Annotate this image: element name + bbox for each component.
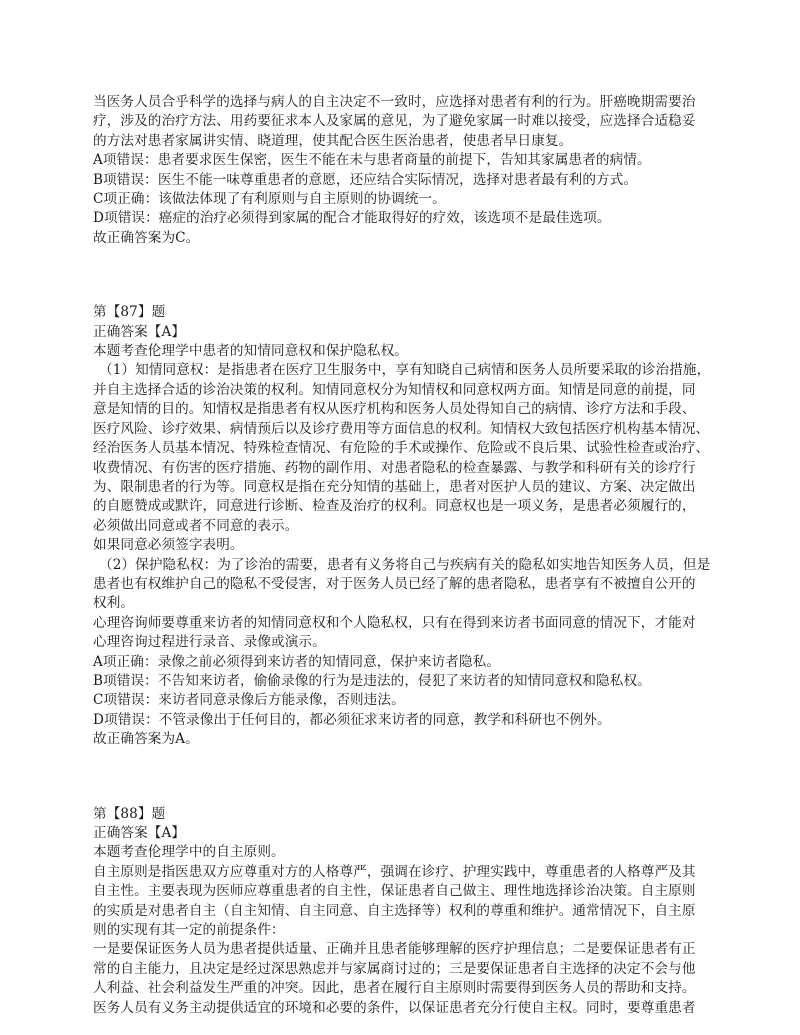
paragraph-line: 一是要保证医务人员为患者提供适量、正确并且患者能够理解的医疗护理信息；二是要保证患者有正 xyxy=(93,941,696,958)
option-a-line: A项错误：患者要求医生保密，医生不能在未与患者商量的前提下，告知其家属患者的病情。 xyxy=(93,152,651,169)
option-d-line: D项错误：不管录像出于任何目的，都必须征求来访者的同意，教学和科研也不例外。 xyxy=(93,711,611,728)
paragraph-line: 医疗风险、诊疗效果、病情预后以及诊疗费用等方面信息的权利。知情权大致包括医疗机构基本情况、 xyxy=(93,420,710,437)
document-page xyxy=(93,93,711,1018)
paragraph-line: 人利益、社会利益发生严重的冲突。因此，患者在履行自主原则时需要得到医务人员的帮助和支持。 xyxy=(93,980,696,997)
option-c-line: C项正确：该做法体现了有利原则与自主原则的协调统一。 xyxy=(93,191,446,208)
paragraph-line: 并自主选择合适的诊治决策的权利。知情同意权分为知情权和同意权两方面。知情是同意的前提，同 xyxy=(93,381,696,398)
paragraph-line: 疗，涉及的治疗方法、用药要征求本人及家属的意见，为了避免家属一时难以接受，应选择合适稳妥 xyxy=(93,113,696,130)
paragraph-line: 自主原则是指医患双方应尊重对方的人格尊严，强调在诊疗、护理实践中，尊重患者的人格尊严及其 xyxy=(93,863,696,880)
paragraph-line: 本题考查伦理学中患者的知情同意权和保护隐私权。 xyxy=(93,343,408,360)
paragraph-line: 的方法对患者家属讲实情、晓道理，使其配合医生医治患者，使患者早日康复。 xyxy=(93,132,573,149)
answer-label: 正确答案【A】 xyxy=(93,825,186,841)
question-heading: 第【87】题 xyxy=(93,304,166,321)
paragraph-line: 经治医务人员基本情况、特殊检查情况、有危险的手术或操作、危险或不良后果、试验性检查或治疗、 xyxy=(93,440,710,457)
paragraph-line: 常的自主能力，且决定是经过深思熟虑并与家属商讨过的；三是要保证患者自主选择的决定不会与他 xyxy=(93,960,696,977)
paragraph-line: 必须做出同意或者不同意的表示。 xyxy=(93,517,299,534)
paragraph-line: 医务人员有义务主动提供适宜的环境和必要的条件，以保证患者充分行使自主权。同时，要尊重患者 xyxy=(93,999,696,1016)
question-heading: 第【88】题 xyxy=(93,805,166,822)
paragraph-line: 则的实现有其一定的前提条件： xyxy=(93,922,285,939)
correct-answer-line: 故正确答案为A。 xyxy=(93,731,199,748)
option-b-line: B项错误：医生不能一味尊重患者的意愿，还应结合实际情况，选择对患者最有利的方式。 xyxy=(93,171,638,188)
paragraph-line: 心理咨询师要尊重来访者的知情同意权和个人隐私权，只有在得到来访者书面同意的情况下，才能对 xyxy=(93,614,696,631)
option-a-line: A项正确：录像之前必须得到来访者的知情同意，保护来访者隐私。 xyxy=(93,653,501,670)
paragraph-line: 的实质是对患者自主（自主知情、自主同意、自主选择等）权利的尊重和维护。通常情况下，自主原 xyxy=(93,902,696,919)
option-b-line: B项错误：不告知来访者，偷偷录像的行为是违法的，侵犯了来访者的知情同意权和隐私权。 xyxy=(93,672,651,689)
section-86-tail xyxy=(93,93,705,248)
question-88 xyxy=(93,805,705,1018)
paragraph-line: 的自愿赞成或默许，同意进行诊断、检查及治疗的权利。同意权也是一项义务，是患者必须履行的， xyxy=(93,498,696,515)
question-87 xyxy=(93,303,711,749)
paragraph-line: 权利。 xyxy=(93,595,135,612)
correct-answer-line: 故正确答案为C。 xyxy=(93,229,200,246)
paragraph-line: 心理咨询过程进行录音、录像或演示。 xyxy=(93,634,326,651)
paragraph-line: 为、限制患者的行为等。同意权是指在充分知情的基础上，患者对医护人员的建议、方案、决定做出 xyxy=(93,478,696,495)
paragraph-line: 意是知情的目的。知情权是指患者有权从医疗机构和医务人员处得知自己的病情、诊疗方法和手段、 xyxy=(93,401,696,418)
paragraph-line: 患者也有权维护自己的隐私不受侵害，对于医务人员已经了解的患者隐私，患者享有不被擅自公开的 xyxy=(93,575,696,592)
paragraph-line: 收费情况、有伤害的医疗措施、药物的副作用、对患者隐私的检查暴露、与教学和科研有关的诊疗行 xyxy=(93,459,696,476)
paragraph-line: 自主性。主要表现为医师应尊重患者的自主性，保证患者自己做主、理性地选择诊治决策。自主原则 xyxy=(93,883,696,900)
answer-label: 正确答案【A】 xyxy=(93,323,186,340)
option-d-line: D项错误：癌症的治疗必须得到家属的配合才能取得好的疗效，该选项不是最佳选项。 xyxy=(93,210,611,227)
option-c-line: C项错误：来访者同意录像后方能录像，否则违法。 xyxy=(93,692,405,709)
paragraph-line: 如果同意必须签字表明。 xyxy=(93,537,244,554)
paragraph-line: （1）知情同意权：是指患者在医疗卫生服务中，享有知晓自己病情和医务人员所要采取的诊治措施， xyxy=(99,362,711,379)
paragraph-line: （2）保护隐私权：为了诊治的需要，患者有义务将自己与疾病有关的隐私如实地告知医务人员，但是 xyxy=(99,556,711,573)
paragraph-line: 本题考查伦理学中的自主原则。 xyxy=(93,844,285,861)
paragraph-line: 当医务人员合乎科学的选择与病人的自主决定不一致时，应选择对患者有利的行为。肝癌晚期需要治 xyxy=(93,94,696,110)
